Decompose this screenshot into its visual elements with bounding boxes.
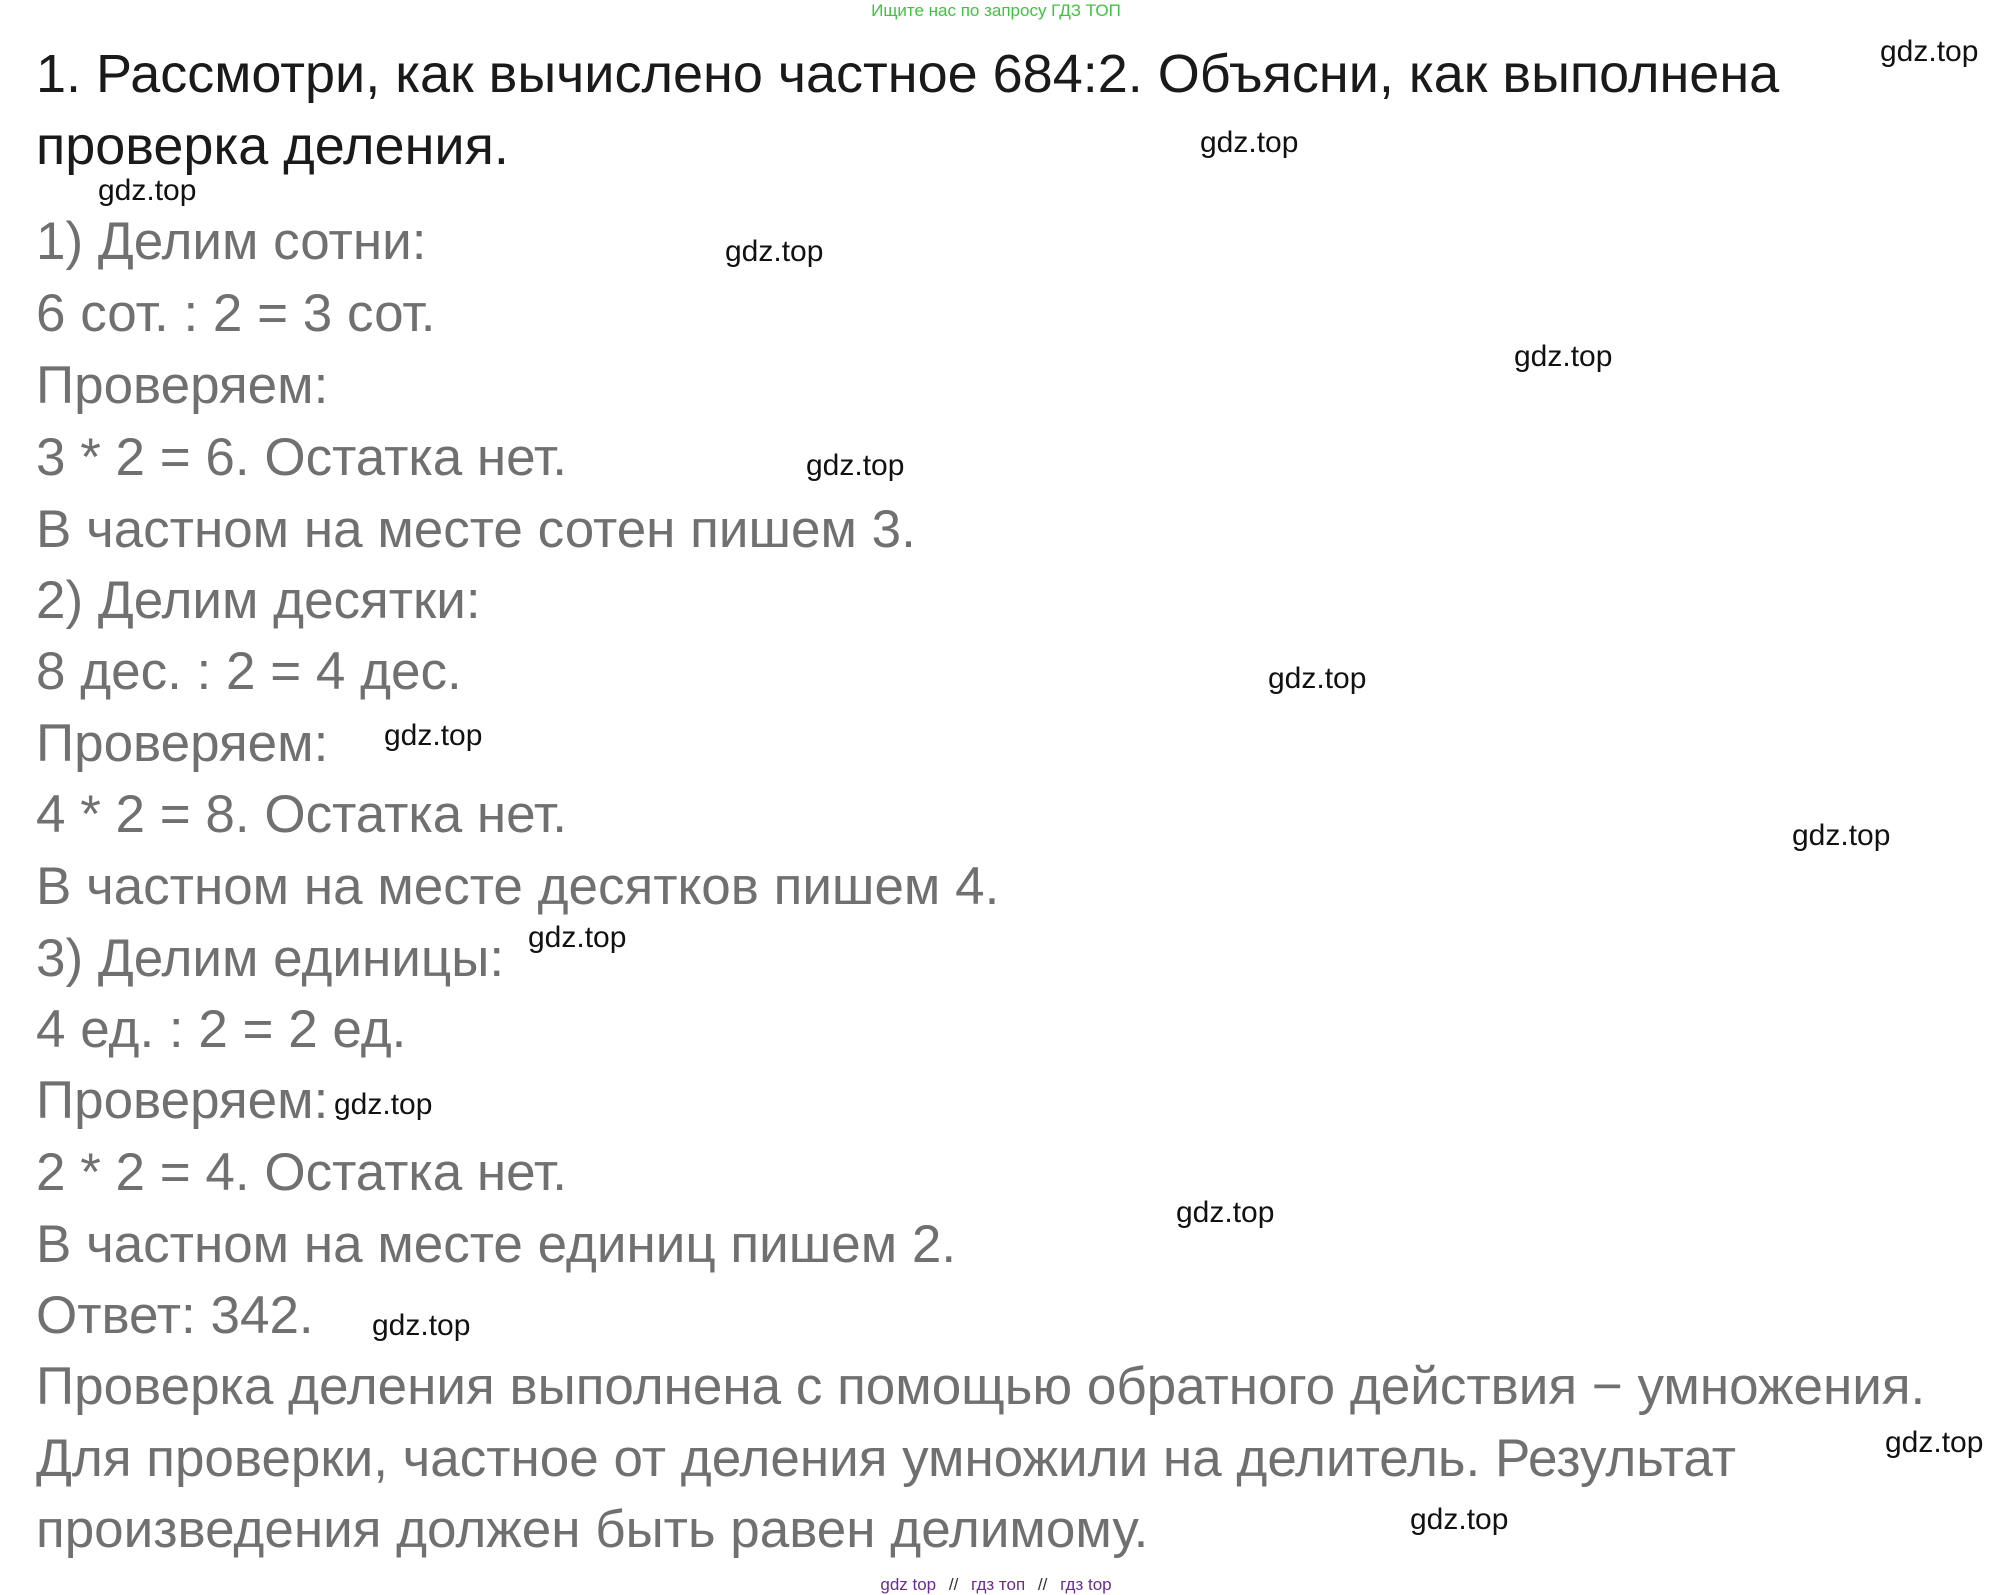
solution-line: 8 дес. : 2 = 4 дес. <box>36 642 462 701</box>
footer-link[interactable]: гдз top <box>1060 1575 1112 1594</box>
solution-line: 6 сот. : 2 = 3 сот. <box>36 284 436 343</box>
solution-line: 4 ед. : 2 = 2 ед. <box>36 1000 407 1059</box>
solution-line: В частном на месте единиц пишем 2. <box>36 1215 957 1274</box>
solution-line: 2) Делим десятки: <box>36 571 481 630</box>
solution-line: Проверяем: <box>36 714 329 773</box>
watermark: gdz.top <box>372 1309 471 1342</box>
solution-line: В частном на месте сотен пишем 3. <box>36 500 916 559</box>
solution-line: 3) Делим единицы: <box>36 929 505 988</box>
solution-line: Проверяем: <box>36 356 329 415</box>
solution-line: 2 * 2 = 4. Остатка нет. <box>36 1143 568 1202</box>
watermark: gdz.top <box>1410 1503 1509 1536</box>
footer-link[interactable]: gdz top <box>880 1575 937 1594</box>
watermark: gdz.top <box>1200 126 1299 159</box>
solution-line: Проверяем: <box>36 1071 329 1130</box>
explanation-line: Для проверки, частное от деления умножили на делитель. Результат <box>36 1429 1736 1488</box>
watermark: gdz.top <box>384 719 483 752</box>
watermark: gdz.top <box>528 921 627 954</box>
watermark: gdz.top <box>98 174 197 207</box>
solution-line: 1) Делим сотни: <box>36 212 427 271</box>
explanation-line: произведения должен быть равен делимому. <box>36 1500 1149 1559</box>
footer-separator: // <box>948 1575 959 1594</box>
solution-line: В частном на месте десятков пишем 4. <box>36 857 1000 916</box>
explanation-line: Проверка деления выполнена с помощью обратного действия − умножения. <box>36 1357 1926 1416</box>
solution-line: 3 * 2 = 6. Остатка нет. <box>36 428 568 487</box>
watermark: gdz.top <box>1885 1426 1984 1459</box>
watermark: gdz.top <box>725 235 824 268</box>
footer-links <box>0 1575 1992 1595</box>
top-banner: Ищите нас по запросу ГДЗ ТОП <box>871 1 1121 20</box>
watermark: gdz.top <box>1792 819 1891 852</box>
footer-link[interactable]: гдз топ <box>971 1575 1026 1594</box>
task-title: 1. Рассмотри, как вычислено частное 684:2. Объясни, как выполнена проверка деления. <box>36 44 1780 176</box>
watermark: gdz.top <box>1880 35 1979 68</box>
watermark: gdz.top <box>1268 662 1367 695</box>
solution-line: 4 * 2 = 8. Остатка нет. <box>36 785 568 844</box>
answer-line: Ответ: 342. <box>36 1286 314 1345</box>
watermark: gdz.top <box>1514 340 1613 373</box>
watermark: gdz.top <box>334 1088 433 1121</box>
watermark: gdz.top <box>1176 1196 1275 1229</box>
watermark: gdz.top <box>806 449 905 482</box>
footer-separator: // <box>1037 1575 1048 1594</box>
